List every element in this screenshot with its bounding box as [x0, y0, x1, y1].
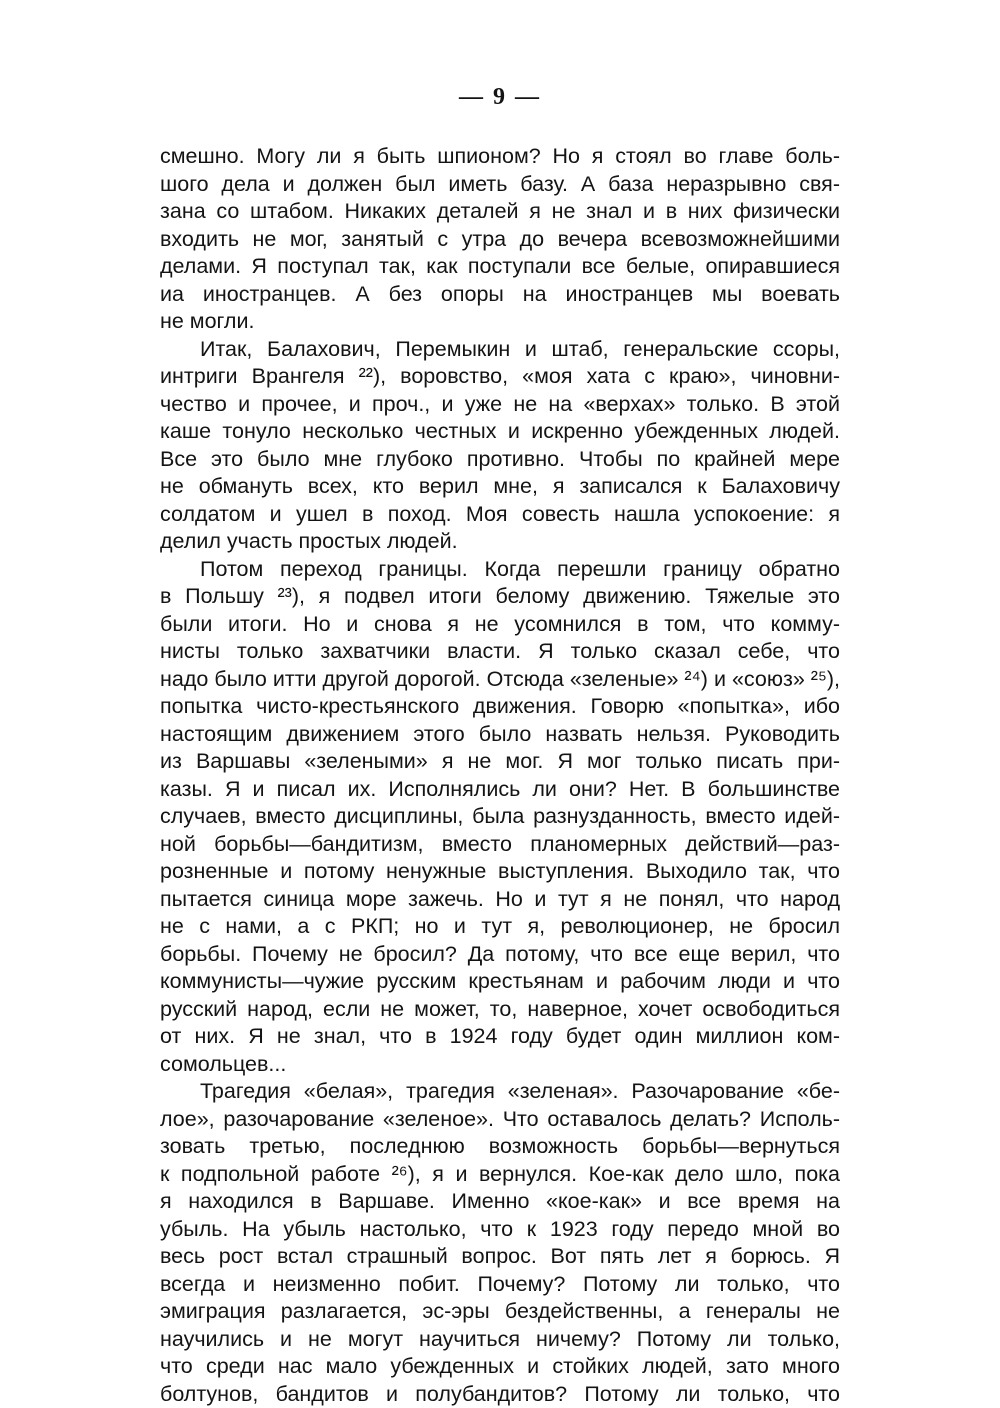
text-line: я находился в Варшаве. Именно «кое-как» и все время на — [160, 1188, 840, 1216]
text-line: к подпольной работе ²⁶), я и вернулся. Кое-как дело шло, пока — [160, 1161, 840, 1189]
text-line: из Варшавы «зелеными» я не мог. Я мог только писать при- — [160, 748, 840, 776]
text-line: русский народ, если не может, то, наверное, хочет освободиться — [160, 996, 840, 1024]
text-line: всегда и неизменно побит. Почему? Потому ли только, что — [160, 1271, 840, 1299]
paragraph — [160, 556, 840, 1079]
text-line: коммунисты—чужие русским крестьянам и рабочим люди и что — [160, 968, 840, 996]
text-line: казы. Я и писал их. Исполнялись ли они? Нет. В большинстве — [160, 776, 840, 804]
text-line: попытка чисто-крестьянского движения. Говорю «попытка», ибо — [160, 693, 840, 721]
text-line: зовать третью, последнюю возможность борьбы—вернуться — [160, 1133, 840, 1161]
text-line: убыль. На убыль настолько, что к 1923 году передо мной во — [160, 1216, 840, 1244]
text-line: входить не мог, занятый с утра до вечера всевозможнейшими — [160, 226, 840, 254]
text-line: не с нами, а с РКП; но и тут я, революционер, не бросил — [160, 913, 840, 941]
text-line: не обмануть всех, кто верил мне, я записался к Балаховичу — [160, 473, 840, 501]
page-number: — 9 — — [0, 84, 1000, 111]
text-line: болтунов, бандитов и полубандитов? Потому ли только, что — [160, 1381, 840, 1408]
text-line: ной борьбы—бандитизм, вместо планомерных действий—раз- — [160, 831, 840, 859]
text-line: надо было итти другой дорогой. Отсюда «зеленые» ²⁴) и «союз» ²⁵), — [160, 666, 840, 694]
text-line: Все это было мне глубоко противно. Чтобы по крайней мере — [160, 446, 840, 474]
text-line: сомольцев... — [160, 1051, 840, 1079]
text-line: лое», разочарование «зеленое». Что оставалось делать? Исполь- — [160, 1106, 840, 1134]
text-line: от них. Я не знал, что в 1924 году будет один миллион ком- — [160, 1023, 840, 1051]
text-line: солдатом и ушел в поход. Моя совесть нашла успокоение: я — [160, 501, 840, 529]
text-line: нисты только захватчики власти. Я только сказал себе, что — [160, 638, 840, 666]
paragraph — [160, 336, 840, 556]
text-line: интриги Врангеля ²²), воровство, «моя хата с краю», чиновни- — [160, 363, 840, 391]
text-line: иа иностранцев. А без опоры на иностранцев мы воевать — [160, 281, 840, 309]
text-line: пытается синица море зажечь. Но и тут я не понял, что народ — [160, 886, 840, 914]
text-line: были итоги. Но и снова я не усомнился в том, что комму- — [160, 611, 840, 639]
text-line: каше тонуло несколько честных и искренно убежденных людей. — [160, 418, 840, 446]
text-line: делами. Я поступал так, как поступали все белые, опиравшиеся — [160, 253, 840, 281]
text-line: смешно. Могу ли я быть шпионом? Но я стоял во главе боль- — [160, 143, 840, 171]
body-text — [160, 143, 840, 1408]
paragraph — [160, 143, 840, 336]
text-line: что среди нас мало убежденных и стойких людей, зато много — [160, 1353, 840, 1381]
text-line: настоящим движением этого было назвать нельзя. Руководить — [160, 721, 840, 749]
text-line: шого дела и должен был иметь базу. А база неразрывно свя- — [160, 171, 840, 199]
text-line: не могли. — [160, 308, 840, 336]
text-line: Трагедия «белая», трагедия «зеленая». Разочарование «бе- — [160, 1078, 840, 1106]
text-line: научились и не могут научиться ничему? Потому ли только, — [160, 1326, 840, 1354]
paragraph — [160, 1078, 840, 1408]
text-line: Итак, Балахович, Перемыкин и штаб, генеральские ссоры, — [160, 336, 840, 364]
text-line: в Польшу ²³), я подвел итоги белому движению. Тяжелые это — [160, 583, 840, 611]
text-line: зана со штабом. Никаких деталей я не знал и в них физически — [160, 198, 840, 226]
text-line: Потом переход границы. Когда перешли границу обратно — [160, 556, 840, 584]
text-line: случаев, вместо дисциплины, была разнузданность, вместо идей- — [160, 803, 840, 831]
text-line: розненные и потому ненужные выступления. Выходило так, что — [160, 858, 840, 886]
text-line: весь рост встал страшный вопрос. Вот пять лет я борюсь. Я — [160, 1243, 840, 1271]
text-line: борьбы. Почему не бросил? Да потому, что все еще верил, что — [160, 941, 840, 969]
text-line: чество и прочее, и проч., и уже не на «верхах» только. В этой — [160, 391, 840, 419]
text-line: эмиграция разлагается, эс-эры бездейственны, а генералы не — [160, 1298, 840, 1326]
text-line: делил участь простых людей. — [160, 528, 840, 556]
